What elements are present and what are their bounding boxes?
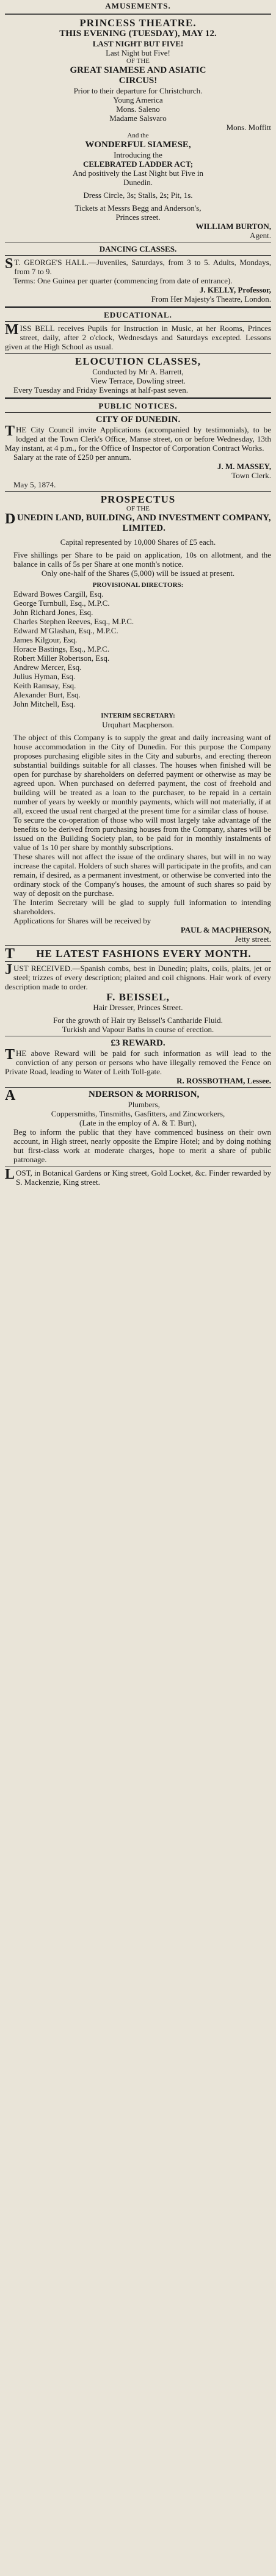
theatre-title: PRINCESS THEATRE. (79, 17, 197, 29)
fashions-body: JUST RECEIVED.—Spanish combs, best in Dunedin; plaits, coils, plaits, jet or steel; trizzes of every description; plaited and coil chignons. Hair work of every description made to order. (5, 962, 271, 991)
secretary-header: INTERIM SECRETARY: (101, 712, 175, 719)
theatre-line: Madame Salsvaro (109, 114, 167, 123)
theatre-line: CIRCUS! (118, 76, 158, 86)
divider (5, 945, 271, 946)
director: Andrew Mercer, Esq. (13, 663, 82, 672)
city-salary: Salary at the rate of £250 per annum. (13, 453, 131, 462)
divider (5, 1087, 271, 1088)
director: Edward Bowes Cargill, Esq. (13, 589, 104, 599)
anderson-late: (Late in the employ of A. & T. Burt), (79, 1118, 197, 1127)
dancing-from: From Her Majesty's Theatre, London. (151, 294, 271, 304)
beissel-growth: For the growth of Hair try Beissel's Cantharide Fluid. (53, 1016, 223, 1025)
theatre-line: Tickets at Messrs Begg and Anderson's, (74, 203, 202, 213)
reward-sign: R. ROSSBOTHAM, Lessee. (176, 1076, 271, 1085)
theatre-lines (5, 29, 271, 240)
anderson-trade2: Coppersmiths, Tinsmiths, Gasfitters, and Zincworkers, (51, 1109, 225, 1118)
miss-bell-notice: MISS BELL receives Pupils for Instruction in Music, at her Rooms, Princes street, daily, after 2 o'clock, Wednesdays and Saturdays excepted. Lessons given at the High School as usual. (5, 322, 271, 351)
theatre-line: Princes street. (115, 213, 161, 222)
director: Alexander Burt, Esq. (13, 690, 81, 699)
reward-title: £3 REWARD. (111, 1038, 165, 1048)
public-notices-header: PUBLIC NOTICES. (98, 401, 178, 410)
directors-header: PROVISIONAL DIRECTORS: (92, 581, 184, 589)
prospectus-subheader: OF THE (126, 505, 150, 512)
theatre-line: CELEBRATED LADDER ACT; (82, 159, 194, 169)
educational-header: EDUCATIONAL. (104, 310, 172, 319)
beissel-baths: Turkish and Vapour Baths in course of erection. (62, 1025, 214, 1034)
divider (5, 491, 271, 492)
theatre-line: Mons. Saleno (116, 104, 160, 114)
prospectus-body: Applications for Shares will be received by (13, 916, 151, 925)
prospectus-header: PROSPECTUS (100, 493, 176, 505)
city-sign: J. M. MASSEY, (217, 462, 271, 471)
director: Robert Miller Robertson, Esq. (13, 653, 110, 663)
city-body: THE City Council invite Applications (accompanied by testimonials), to be lodged at the Town Clerk's Office, Manse street, on or before Wednesday, 13th May instant, at 4 p.m., for the Office of Inspector of Corporation Contract Works. (5, 423, 271, 453)
divider (5, 961, 271, 962)
director: Edward M'Glashan, Esq., M.P.C. (13, 626, 118, 635)
theatre-line: Dress Circle, 3s; Stalls, 2s; Pit, 1s. (83, 191, 193, 200)
solicitors-address: Jetty street. (234, 934, 271, 944)
dancing-professor: J. KELLY, Professor, (199, 285, 271, 294)
shares-body: Five shillings per Share to be paid on application, 10s on allotment, and the balance in calls of 5s per Share at one month's notice. (13, 550, 271, 569)
issue-note: Only one-half of the Shares (5,000) will be issued at present. (41, 569, 235, 578)
director: John Mitchell, Esq. (13, 699, 76, 708)
elocution-line: Every Tuesday and Friday Evenings at half-past seven. (13, 385, 188, 395)
anderson-trade: Plumbers, (128, 1100, 160, 1109)
beissel-name: F. BEISSEL, (106, 991, 170, 1003)
theatre-line: Young America (113, 95, 163, 104)
elocution-line: View Terrace, Dowling street. (90, 376, 186, 385)
theatre-line: Agent. (249, 231, 271, 240)
theatre-line: And the (127, 132, 149, 139)
dancing-terms: Terms: One Guinea per quarter (commencing from date of entrance). (13, 276, 233, 285)
theatre-line: WILLIAM BURTON, (195, 222, 271, 231)
solicitors: PAUL & MACPHERSON, (180, 925, 271, 934)
company-name: DUNEDIN LAND, BUILDING, AND INVESTMENT COMPANY, LIMITED. (5, 511, 271, 533)
prospectus-body: The object of this Company is to supply the great and daily increasing want of house accommodation in the City of Dunedin. For this purpose the Company proposes purchasing eligible sites in the City and suburbs, and erecting thereon substantial buildings suitable for all classes. The houses when finished will be open for purchase by shareholders on deferred payment or otherwise as may be agreed upon. When purchased on deferred payment, the cost of freehold and building will be treated as a loan to the purchaser, to be repaid in a certain number of years by weekly or monthly payments, which will not materially, if at all, exceed the usual rent charged at the present time for a similar class of house. (13, 733, 271, 815)
dancing-header: DANCING CLASSES. (99, 244, 177, 253)
theatre-line: LAST NIGHT BUT FIVE! (92, 39, 184, 48)
divider (5, 397, 271, 399)
theatre-line: THIS EVENING (TUESDAY), MAY 12. (59, 29, 217, 38)
city-sign-title: Town Clerk. (231, 471, 271, 480)
theatre-line: Introducing the (114, 150, 162, 159)
divider (5, 353, 271, 354)
director: George Turnbull, Esq., M.P.C. (13, 599, 110, 608)
divider (5, 13, 271, 15)
elocution-line: Conducted by Mr A. Barrett, (92, 367, 184, 376)
elocution-title: ELOCUTION CLASSES, (74, 355, 201, 367)
divider (5, 321, 271, 322)
director: Charles Stephen Reeves, Esq., M.P.C. (13, 617, 134, 626)
theatre-line: GREAT SIAMESE AND ASIATIC (70, 65, 206, 75)
theatre-line: And positively the Last Night but Five in (72, 169, 204, 178)
beissel-trade: Hair Dresser, Princes Street. (93, 1003, 183, 1012)
director: Horace Bastings, Esq., M.P.C. (13, 644, 110, 653)
anderson-body: Beg to inform the public that they have commenced business on their own account, in High street, nearly opposite the Empire Hotel; and by doing nothing but first-class work at moderate charges, hope to merit a share of public patronage. (13, 1127, 271, 1164)
lost-notice: LOST, in Botanical Gardens or King street, Gold Locket, &c. Finder rewarded by S. Mackenzie, King street. (5, 1166, 271, 1187)
directors-list (5, 589, 271, 708)
theatre-line: Last Night but Five! (106, 48, 170, 57)
director: John Richard Jones, Esq. (13, 608, 93, 617)
newspaper-page (0, 1, 276, 1187)
prospectus-body: To secure the co-operation of those who will most largely take advantage of the benefits to be derived from purchasing houses from the Company, shares will be issued on the Building Society plan, to be paid for in monthly instalments of value of 1s 10 per share by monthly subscriptions. (13, 815, 271, 852)
theatre-line: Prior to their departure for Christchurch. (73, 86, 203, 95)
theatre-line: Dunedin. (123, 178, 153, 187)
theatre-line: Mons. Moffitt (226, 123, 271, 132)
director: Keith Ramsay, Esq. (13, 681, 76, 690)
director: Julius Hyman, Esq. (13, 672, 76, 681)
divider (5, 255, 271, 256)
city-title: CITY OF DUNEDIN. (95, 415, 181, 424)
secretary-name: Urquhart Macpherson. (102, 720, 174, 729)
amusements-header: AMUSEMENTS. (105, 1, 171, 10)
prospectus-body: These shares will not affect the issue of the ordinary shares, but will in no way increase the capital. Holders of such shares will participate in the profits, and can remain, if desired, as a permanent investment, or otherwise be converted into the ordinary stock of the Company's houses, the amount of such shares so paid by way of deposit on the purchase. (13, 852, 271, 898)
capital: Capital represented by 10,000 Shares of £5 each. (60, 537, 216, 547)
theatre-line: WONDERFUL SIAMESE, (85, 140, 191, 150)
theatre-line: OF THE (126, 57, 150, 65)
fashions-title: THE LATEST FASHIONS EVERY MONTH. (5, 946, 252, 962)
reward-body: THE above Reward will be paid for such information as will lead to the conviction of any person or persons who have illegally removed the Fence on Private Road, leading to Water of Leith Toll-gate. (5, 1047, 271, 1076)
director: James Kilgour, Esq. (13, 635, 78, 644)
divider (5, 306, 271, 308)
city-date: May 5, 1874. (13, 480, 56, 489)
anderson-title: ANDERSON & MORRISON, (5, 1088, 200, 1104)
dancing-body: ST. GEORGE'S HALL.—Juveniles, Saturdays, from 3 to 5. Adults, Mondays, from 7 to 9. (5, 256, 271, 276)
prospectus-body: The Interim Secretary will be glad to supply full information to intending shareholders. (13, 898, 271, 916)
divider (5, 412, 271, 413)
